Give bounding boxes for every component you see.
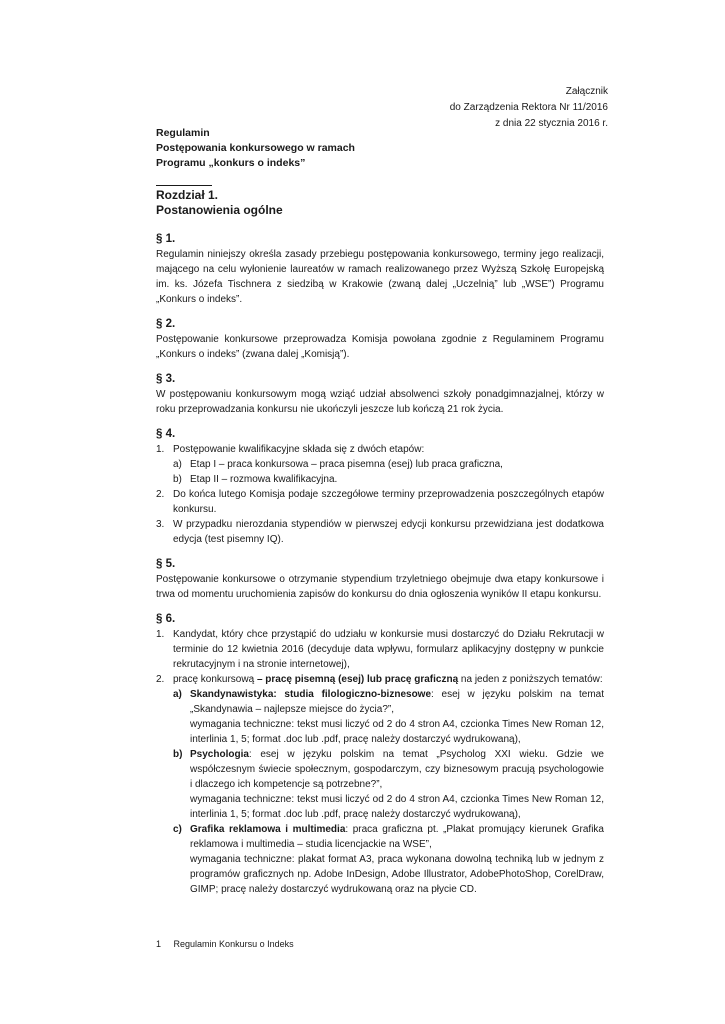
topic-c-text: : praca graficzna pt. „Plakat promujący kierunek Grafika reklamowa i multimedia – studia licencjackie na WSE”, <box>190 824 604 850</box>
list-item: 1. Kandydat, który chce przystąpić do udziału w konkursie musi dostarczyć do Działu Rekrutacji w terminie do 12 kwietnia 2016 (decyduje data wpływu, formularz aplikacyjny dostępny w punkcie rekrutacyjnym i na stronie internetowej), <box>156 629 604 670</box>
topic-a-title: Skandynawistyka: studia filologiczno-biznesowe <box>190 689 432 700</box>
list-item: 3. W przypadku nierozdania stypendiów w pierwszej edycji konkursu przewidziana jest dodatkowa edycja (test pisemny IQ). <box>156 519 604 545</box>
page-footer <box>156 938 294 950</box>
section-2-heading: § 2. <box>156 318 176 330</box>
section-4-item-3: W przypadku nierozdania stypendiów w pierwszej edycji konkursu przewidziana jest dodatkowa edycja (test pisemny IQ). <box>173 519 604 545</box>
section-4-sublist <box>173 457 604 487</box>
section-4-list <box>156 442 604 547</box>
section-3-heading: § 3. <box>156 373 176 385</box>
footer-text: Regulamin Konkursu o Indeks <box>173 939 294 949</box>
attachment-line-3: z dnia 22 stycznia 2016 r. <box>495 118 608 129</box>
topic-b-text: : esej w języku polskim na temat „Psycholog XXI wieku. Gdzie we współczesnym świecie społecznym, gospodarczym, czy biznesowym pracują psychologowie i dlaczego ich kompetencje są potrzebne?”, <box>190 749 604 790</box>
title-line-2: Postępowania konkursowego w ramach <box>156 142 355 154</box>
attachment-line-1: Załącznik <box>565 86 608 97</box>
list-item: 1. Postępowanie kwalifikacyjne składa się z dwóch etapów: a) Etap I – praca konkursowa – praca pisemna (esej) lub praca graficzna, b) Etap II – rozmowa kwalifikacyjna. <box>156 442 604 487</box>
section-5-text: Postępowanie konkursowe o otrzymanie stypendium trzyletniego obejmuje dwa etapy konkursowe i trwa od momentu uruchomienia zapisów do konkursu do dnia ogłoszenia wyników II etapu konkursu. <box>156 574 604 600</box>
section-3-text: W postępowaniu konkursowym mogą wziąć udział absolwenci szkoły ponadgimnazjalnej, którzy w roku przeprowadzania konkursu nie ukończyli jeszcze lub kończą 21 rok życia. <box>156 389 604 415</box>
topic-b-requirements: wymagania techniczne: tekst musi liczyć od 2 do 4 stron A4, czcionka Times New Roman 12, interlinia 1, 5; format .doc lub .pdf, pracę należy dostarczyć wydrukowaną), <box>190 794 604 820</box>
document-title <box>156 126 604 171</box>
attachment-note <box>450 84 608 132</box>
section-4-heading: § 4. <box>156 428 176 440</box>
document-body <box>156 126 604 897</box>
title-line-1: Regulamin <box>156 127 210 139</box>
section-4-item-1a: Etap I – praca konkursowa – praca pisemna (esej) lub praca graficzna, <box>190 459 503 470</box>
topic-b-title: Psychologia <box>190 749 249 760</box>
list-item: 2. pracę konkursową – pracę pisemną (esej) lub pracę graficzną na jeden z poniższych tematów: a) Skandynawistyka: studia filologiczno-biznesowe: esej w języku polskim na temat „Skandynawia – najlepsze miejsce do życia?”, wymagania techniczne: tekst musi liczyć od 2 do 4 stron A4, czcionka Times New Roman 12, interlinia 1, 5; format .doc lub .pdf, pracę należy dostarczyć wydrukowaną), b) Psychologia: esej w języku polskim na temat „Psycholog XXI wieku. Gdzie we współczesnym świecie społecznym, gospodarczym, czy biznesowym pracują psychologowie i dlaczego ich kompetencje są potrzebne?”, wymagania techniczne: tekst musi liczyć od 2 do 4 stron A4, czcionka Times New Roman 12, interlinia 1, 5; format .doc lub .pdf, pracę należy dostarczyć wydrukowaną), c) Grafika reklamowa i multimedia: praca graficzna pt. „Plakat promujący kierunek Grafika reklamowa i multimedia – studia licencjackie na WSE”, wymagania techniczne: plakat format A3, praca wykonana dowolną techniką lub w jednym z programów graficznych np. Adobe InDesign, Adobe Illustrator, AdobePhotoShop, CorelDraw, GIMP; pracę należy dostarczyć wydrukowaną oraz na płycie CD. <box>156 674 604 895</box>
section-1-text: Regulamin niniejszy określa zasady przebiegu postępowania konkursowego, terminy jego realizacji, mającego na celu wyłonienie laureatów w ramach realizowanego przez Wyższą Szkołę Europejską im. ks. Józefa Tischnera z siedzibą w Krakowie (zwaną dalej „Uczelnią” lub „WSE”) Programu „Konkurs o indeks”. <box>156 249 604 305</box>
section-4-item-1b: Etap II – rozmowa kwalifikacyjna. <box>190 474 338 485</box>
section-6-heading: § 6. <box>156 613 176 625</box>
list-item: a) Etap I – praca konkursowa – praca pisemna (esej) lub praca graficzna, <box>173 457 604 472</box>
section-1-heading: § 1. <box>156 233 176 245</box>
topic-c-title: Grafika reklamowa i multimedia <box>190 824 346 835</box>
section-6-item-2-bold: – pracę pisemną (esej) lub pracę graficzną <box>256 674 459 685</box>
divider <box>156 185 212 186</box>
chapter-number: Rozdział 1. <box>156 188 219 202</box>
section-6-item-2: pracę konkursową – pracę pisemną (esej) lub pracę graficzną na jeden z poniższych tematów: <box>173 674 603 685</box>
topic-c-requirements: wymagania techniczne: plakat format A3, praca wykonana dowolną techniką lub w jednym z programów graficznych np. Adobe InDesign, Adobe Illustrator, AdobePhotoShop, CorelDraw, GIMP; pracę należy dostarczyć wydrukowaną oraz na płycie CD. <box>190 854 604 895</box>
section-6-list <box>156 627 604 897</box>
topic-a-requirements: wymagania techniczne: tekst musi liczyć od 2 do 4 stron A4, czcionka Times New Roman 12, interlinia 1, 5; format .doc lub .pdf, pracę należy dostarczyć wydrukowaną), <box>190 719 604 745</box>
page-number: 1 <box>156 939 162 949</box>
section-2-text: Postępowanie konkursowe przeprowadza Komisja powołana zgodnie z Regulaminem Programu „Konkurs o indeks” (zwana dalej „Komisją”). <box>156 334 604 360</box>
attachment-line-2: do Zarządzenia Rektora Nr 11/2016 <box>449 102 608 113</box>
list-item: c) Grafika reklamowa i multimedia: praca graficzna pt. „Plakat promujący kierunek Grafika reklamowa i multimedia – studia licencjackie na WSE”, wymagania techniczne: plakat format A3, praca wykonana dowolną techniką lub w jednym z programów graficznych np. Adobe InDesign, Adobe Illustrator, AdobePhotoShop, CorelDraw, GIMP; pracę należy dostarczyć wydrukowaną oraz na płycie CD. <box>173 824 604 895</box>
section-4-item-2: Do końca lutego Komisja podaje szczegółowe terminy przeprowadzenia poszczególnych etapów konkursu. <box>173 489 604 515</box>
section-6-sublist <box>173 687 604 897</box>
list-item: 2. Do końca lutego Komisja podaje szczegółowe terminy przeprowadzenia poszczególnych etapów konkursu. <box>156 489 604 515</box>
chapter-name: Postanowienia ogólne <box>156 203 283 217</box>
list-item: b) Psychologia: esej w języku polskim na temat „Psycholog XXI wieku. Gdzie we współczesnym świecie społecznym, gospodarczym, czy biznesowym pracują psychologowie i dlaczego ich kompetencje są potrzebne?”, wymagania techniczne: tekst musi liczyć od 2 do 4 stron A4, czcionka Times New Roman 12, interlinia 1, 5; format .doc lub .pdf, pracę należy dostarczyć wydrukowaną), <box>173 749 604 820</box>
title-line-3: Programu „konkurs o indeks” <box>156 157 306 169</box>
list-item: a) Skandynawistyka: studia filologiczno-biznesowe: esej w języku polskim na temat „Skandynawia – najlepsze miejsce do życia?”, wymagania techniczne: tekst musi liczyć od 2 do 4 stron A4, czcionka Times New Roman 12, interlinia 1, 5; format .doc lub .pdf, pracę należy dostarczyć wydrukowaną), <box>173 689 604 745</box>
list-item: b) Etap II – rozmowa kwalifikacyjna. <box>173 472 604 487</box>
section-6-item-1: Kandydat, który chce przystąpić do udziału w konkursie musi dostarczyć do Działu Rekrutacji w terminie do 12 kwietnia 2016 (decyduje data wpływu, formularz aplikacyjny dostępny w punkcie rekrutacyjnym i na stronie internetowej), <box>173 629 604 670</box>
section-4-item-1: Postępowanie kwalifikacyjne składa się z dwóch etapów: <box>173 444 425 455</box>
section-5-heading: § 5. <box>156 558 176 570</box>
topic-a-text: : esej w języku polskim na temat „Skandynawia – najlepsze miejsce do życia?”, <box>190 689 604 715</box>
chapter-heading <box>156 188 604 218</box>
